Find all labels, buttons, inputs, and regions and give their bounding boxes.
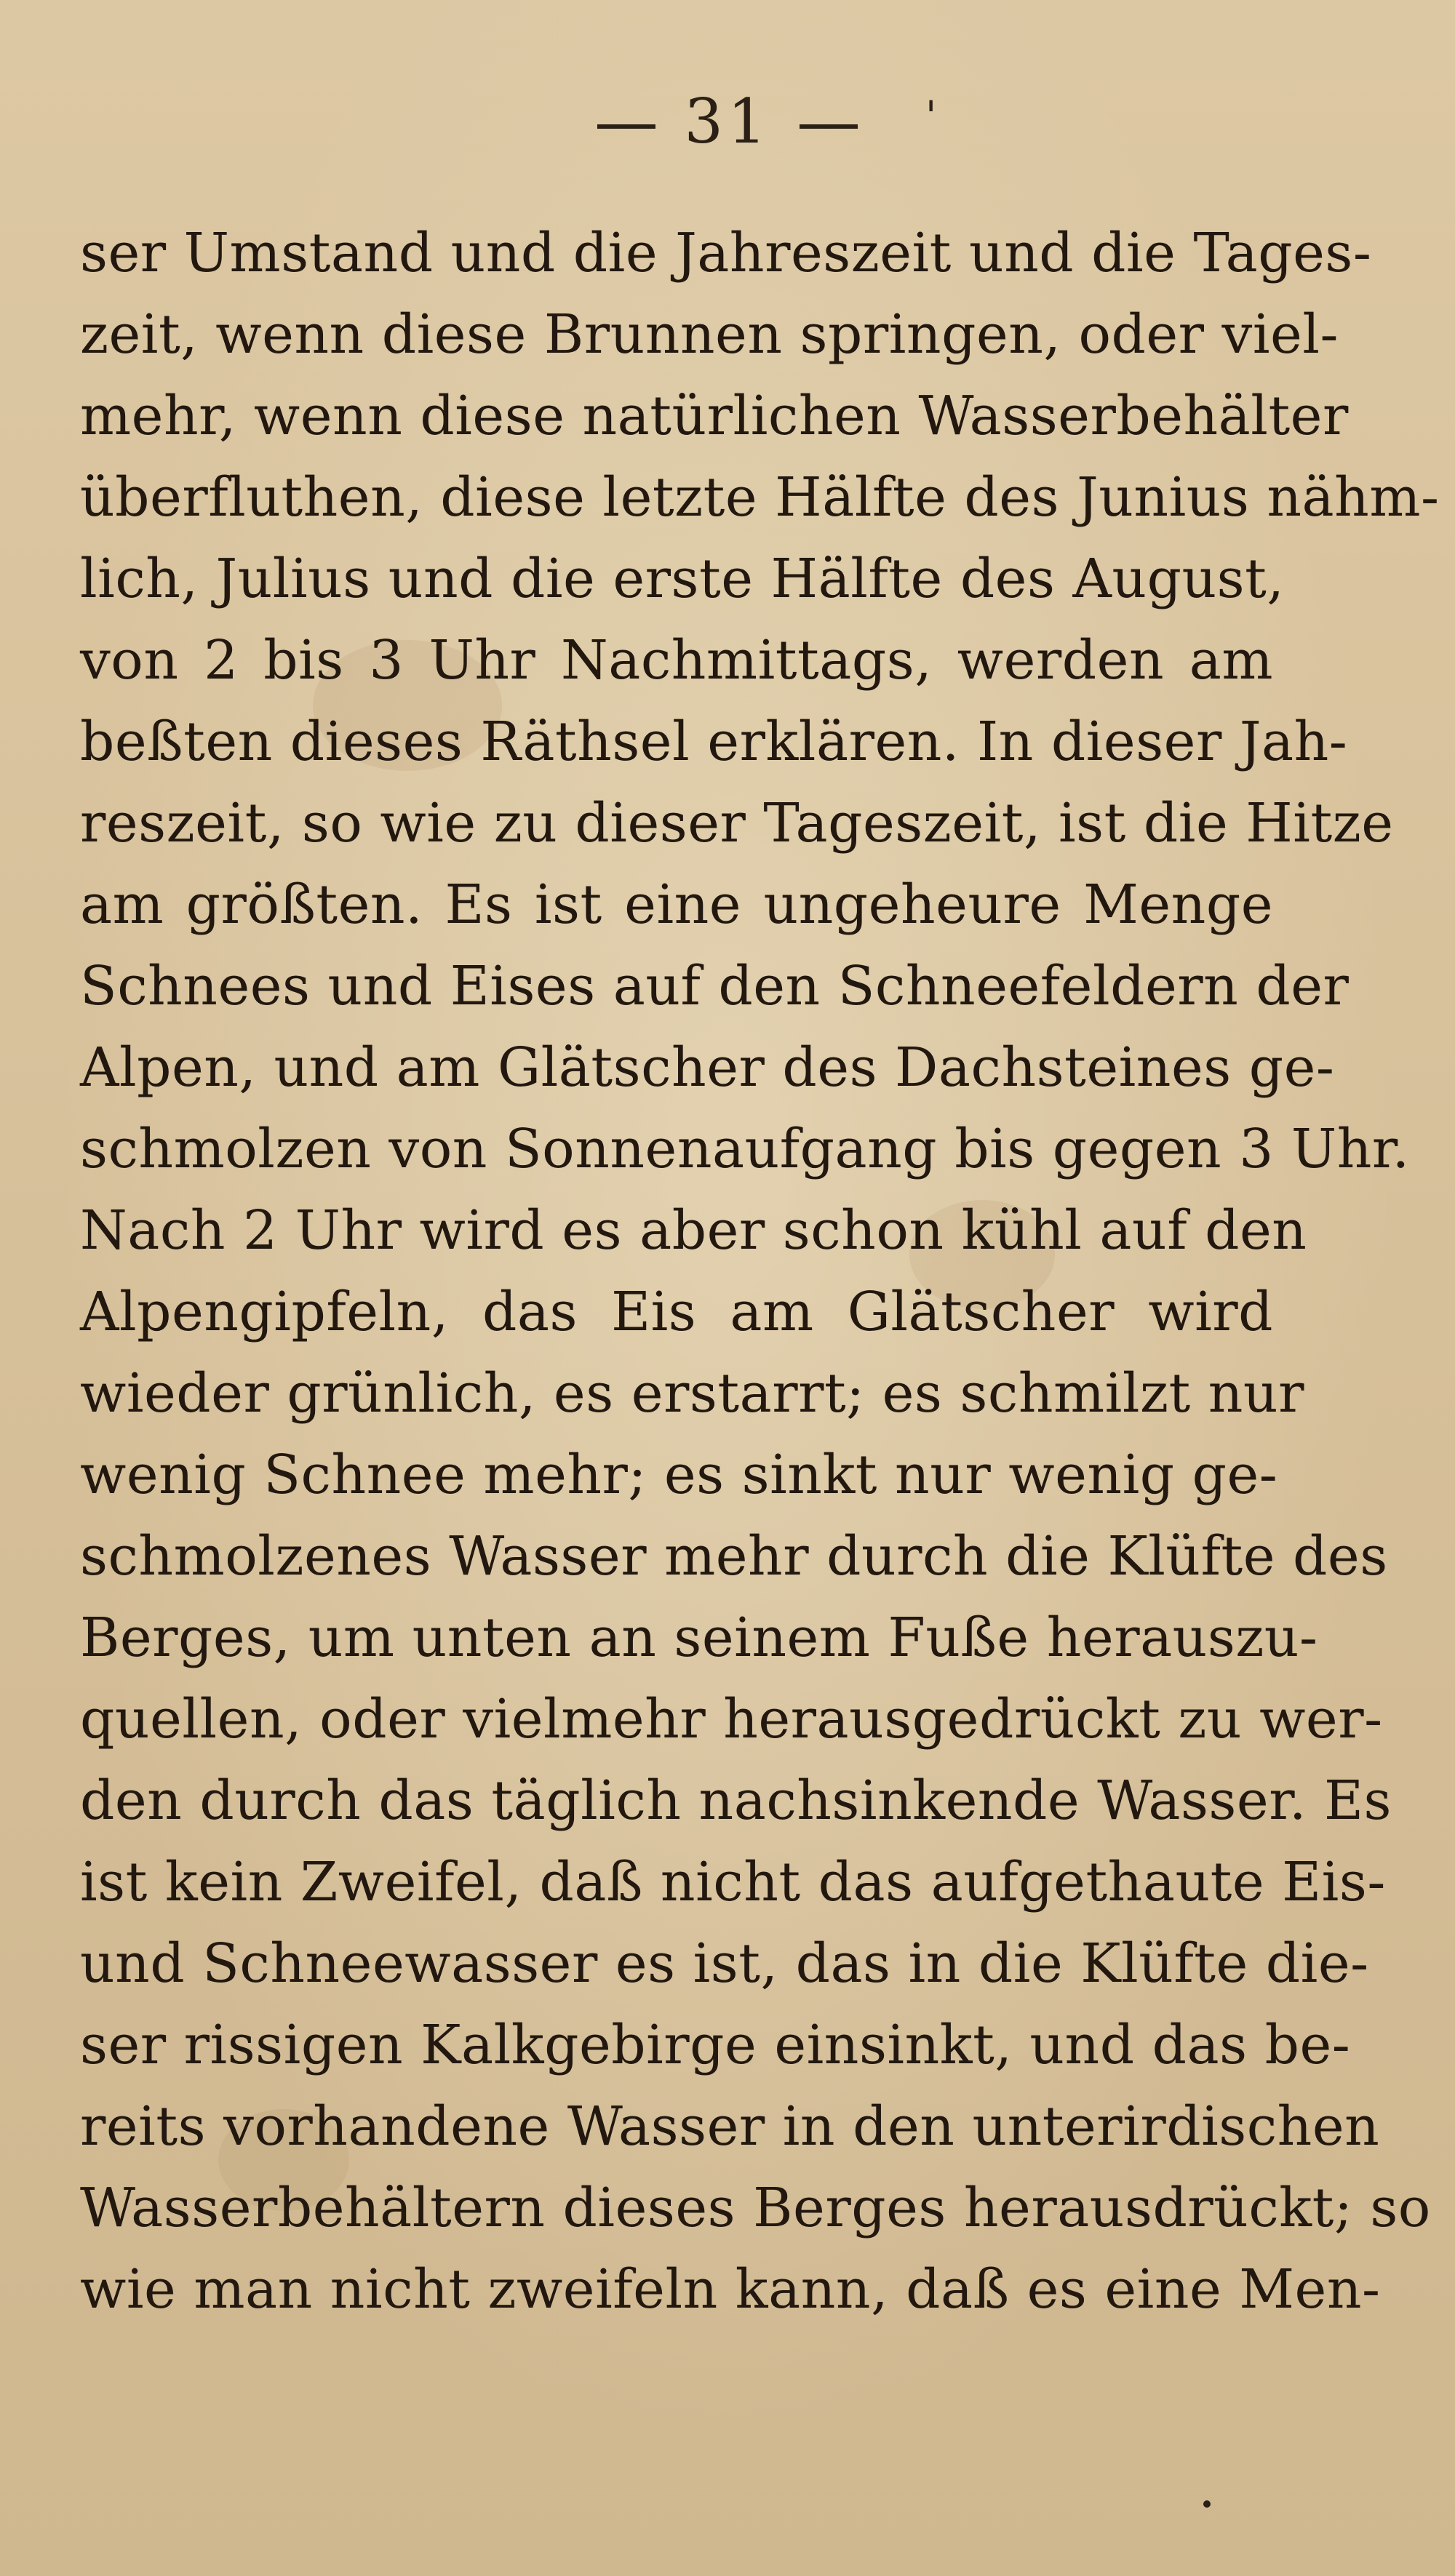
ink-dot [1203,2500,1211,2508]
text-line: Alpengipfeln, das Eis am Glätscher wird [80,1281,1273,1343]
page-number-header [0,86,1455,157]
text-line: von 2 bis 3 Uhr Nachmittags, werden am [80,629,1273,692]
text-line: lich, Julius und die erste Hälfte des August, [80,548,1285,610]
text-line: reits vorhandene Wasser in den unterirdischen [80,2095,1380,2158]
text-line: wie man nicht zweifeln kann, daß es eine Men- [80,2258,1381,2321]
text-line: Schnees und Eises auf den Schneefeldern der [80,955,1350,1017]
text-line: und Schneewasser es ist, das in die Klüfte die- [80,1932,1369,1995]
text-line: ser rissigen Kalkgebirge einsinkt, und das be- [80,2014,1351,2076]
text-line: ist kein Zweifel, daß nicht das aufgethaute Eis- [80,1851,1386,1913]
text-line: zeit, wenn diese Brunnen springen, oder viel- [80,303,1339,366]
text-line: reszeit, so wie zu dieser Tageszeit, ist die Hitze [80,792,1394,855]
text-line: schmolzenes Wasser mehr durch die Klüfte des [80,1525,1388,1588]
text-line: schmolzen von Sonnenaufgang bis gegen 3 Uhr. [80,1118,1410,1180]
body-text [80,212,1440,2330]
text-line: ser Umstand und die Jahreszeit und die Tages- [80,222,1372,284]
header-dash-right [800,124,858,129]
page-mark: ' [925,93,937,140]
text-line: Berges, um unten an seinem Fuße herauszu- [80,1607,1318,1669]
text-line: überfluthen, diese letzte Hälfte des Junius nähm- [80,466,1440,529]
text-line: Wasserbehältern dieses Berges herausdrückt; so [80,2177,1431,2239]
text-line: Alpen, und am Glätscher des Dachsteines ge- [80,1036,1335,1099]
text-line: Nach 2 Uhr wird es aber schon kühl auf den [80,1199,1307,1262]
text-line: beßten dieses Räthsel erklären. In dieser Jah- [80,711,1348,773]
text-line: am größten. Es ist eine ungeheure Menge [80,873,1273,936]
page-number: 31 [684,86,771,157]
text-line: wenig Schnee mehr; es sinkt nur wenig ge- [80,1444,1278,1506]
text-line: quellen, oder vielmehr herausgedrückt zu wer- [80,1688,1383,1751]
header-dash-left [597,124,655,129]
text-line: den durch das täglich nachsinkende Wasser. Es [80,1769,1392,1832]
text-line: wieder grünlich, es erstarrt; es schmilzt nur [80,1362,1304,1425]
text-line: mehr, wenn diese natürlichen Wasserbehälter [80,385,1349,447]
